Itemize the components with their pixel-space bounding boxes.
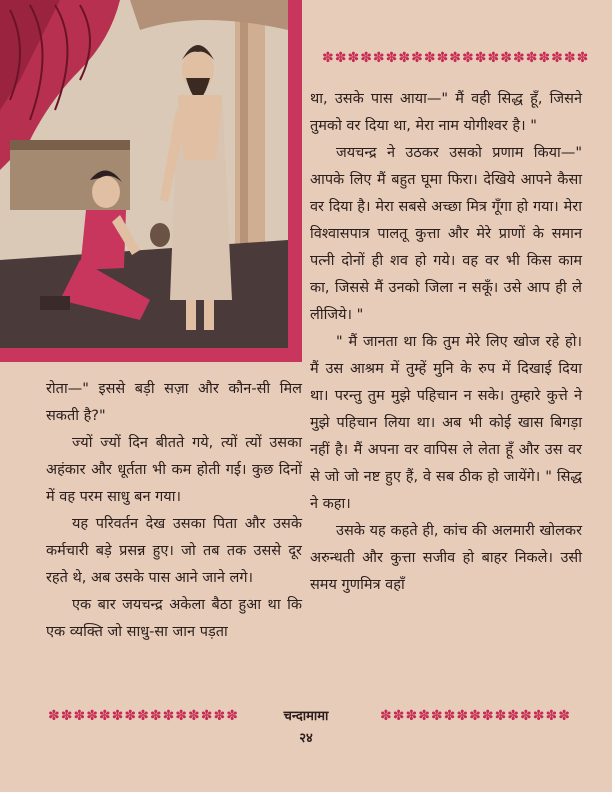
paragraph: जयचन्द्र ने उठकर उसको प्रणाम किया—" आपके लिए मैं बहुत घूमा फिरा। देखिये आपने कैसा वर दिया है। मेरा सबसे अच्छा मित्र गूँगा हो गया। मेरा विश्वासपात्र पालतू कुत्ता और मेरे प्राणों के समान पत्नी दोनों ही शव हो गये। वह वर भी किस काम का, जिससे मैं उनको जिला न सकूँ। उसे आप ही ले लीजिये। " bbox=[310, 145, 582, 323]
paragraph: उसके यह कहते ही, कांच की अलमारी खोलकर अरुन्धती और कुत्ता सजीव हो बाहर निकले। उसी समय गुणमित्र वहाँ bbox=[310, 523, 582, 593]
story-illustration bbox=[0, 0, 302, 362]
paragraph: ज्यों ज्यों दिन बीतते गये, त्यों त्यों उसका अहंकार और धूर्तता भी कम होती गई। कुछ दिनों में वह परम साधु बन गया। bbox=[46, 435, 302, 505]
paragraph: यह परिवर्तन देख उसका पिता और उसके कर्मचारी बड़े प्रसन्न हुए। जो तब तक उससे दूर रहते थे, अब उसके पास आने जाने लगे। bbox=[46, 516, 302, 586]
paragraph: था, उसके पास आया—" मैं वही सिद्ध हूँ, जिसने तुमको वर दिया था, मेरा नाम योगीश्वर है। " bbox=[310, 91, 582, 134]
left-text-column bbox=[46, 376, 302, 646]
paragraph: एक बार जयचन्द्र अकेला बैठा हुआ था कि एक व्यक्ति जो साधु-सा जान पड़ता bbox=[46, 597, 302, 640]
magazine-name: चन्दामामा bbox=[283, 709, 329, 724]
right-text-column bbox=[310, 86, 582, 599]
illustration-artwork bbox=[0, 0, 302, 362]
paragraph: " मैं जानता था कि तुम मेरे लिए खोज रहे हो। मैं उस आश्रम में तुम्हें मुनि के रुप में दिखाई दिया था। परन्तु तुम मुझे पहिचान न सके। तुम्हारे कुत्ते ने मुझे पहिचान लिया था। अब भी कोई खास बिगड़ा नहीं है। मैं अपना वर वापिस ले लेता हूँ और उस वर से जो जो नष्ट हुए हैं, वे सब ठीक हो जायेंगे। " सिद्ध ने कहा। bbox=[310, 334, 582, 512]
ornamental-border bbox=[322, 50, 590, 66]
paragraph: रोता—" इससे बड़ी सज़ा और कौन-सी मिल सकती है?" bbox=[46, 381, 302, 424]
page-number: २४ bbox=[299, 731, 313, 746]
